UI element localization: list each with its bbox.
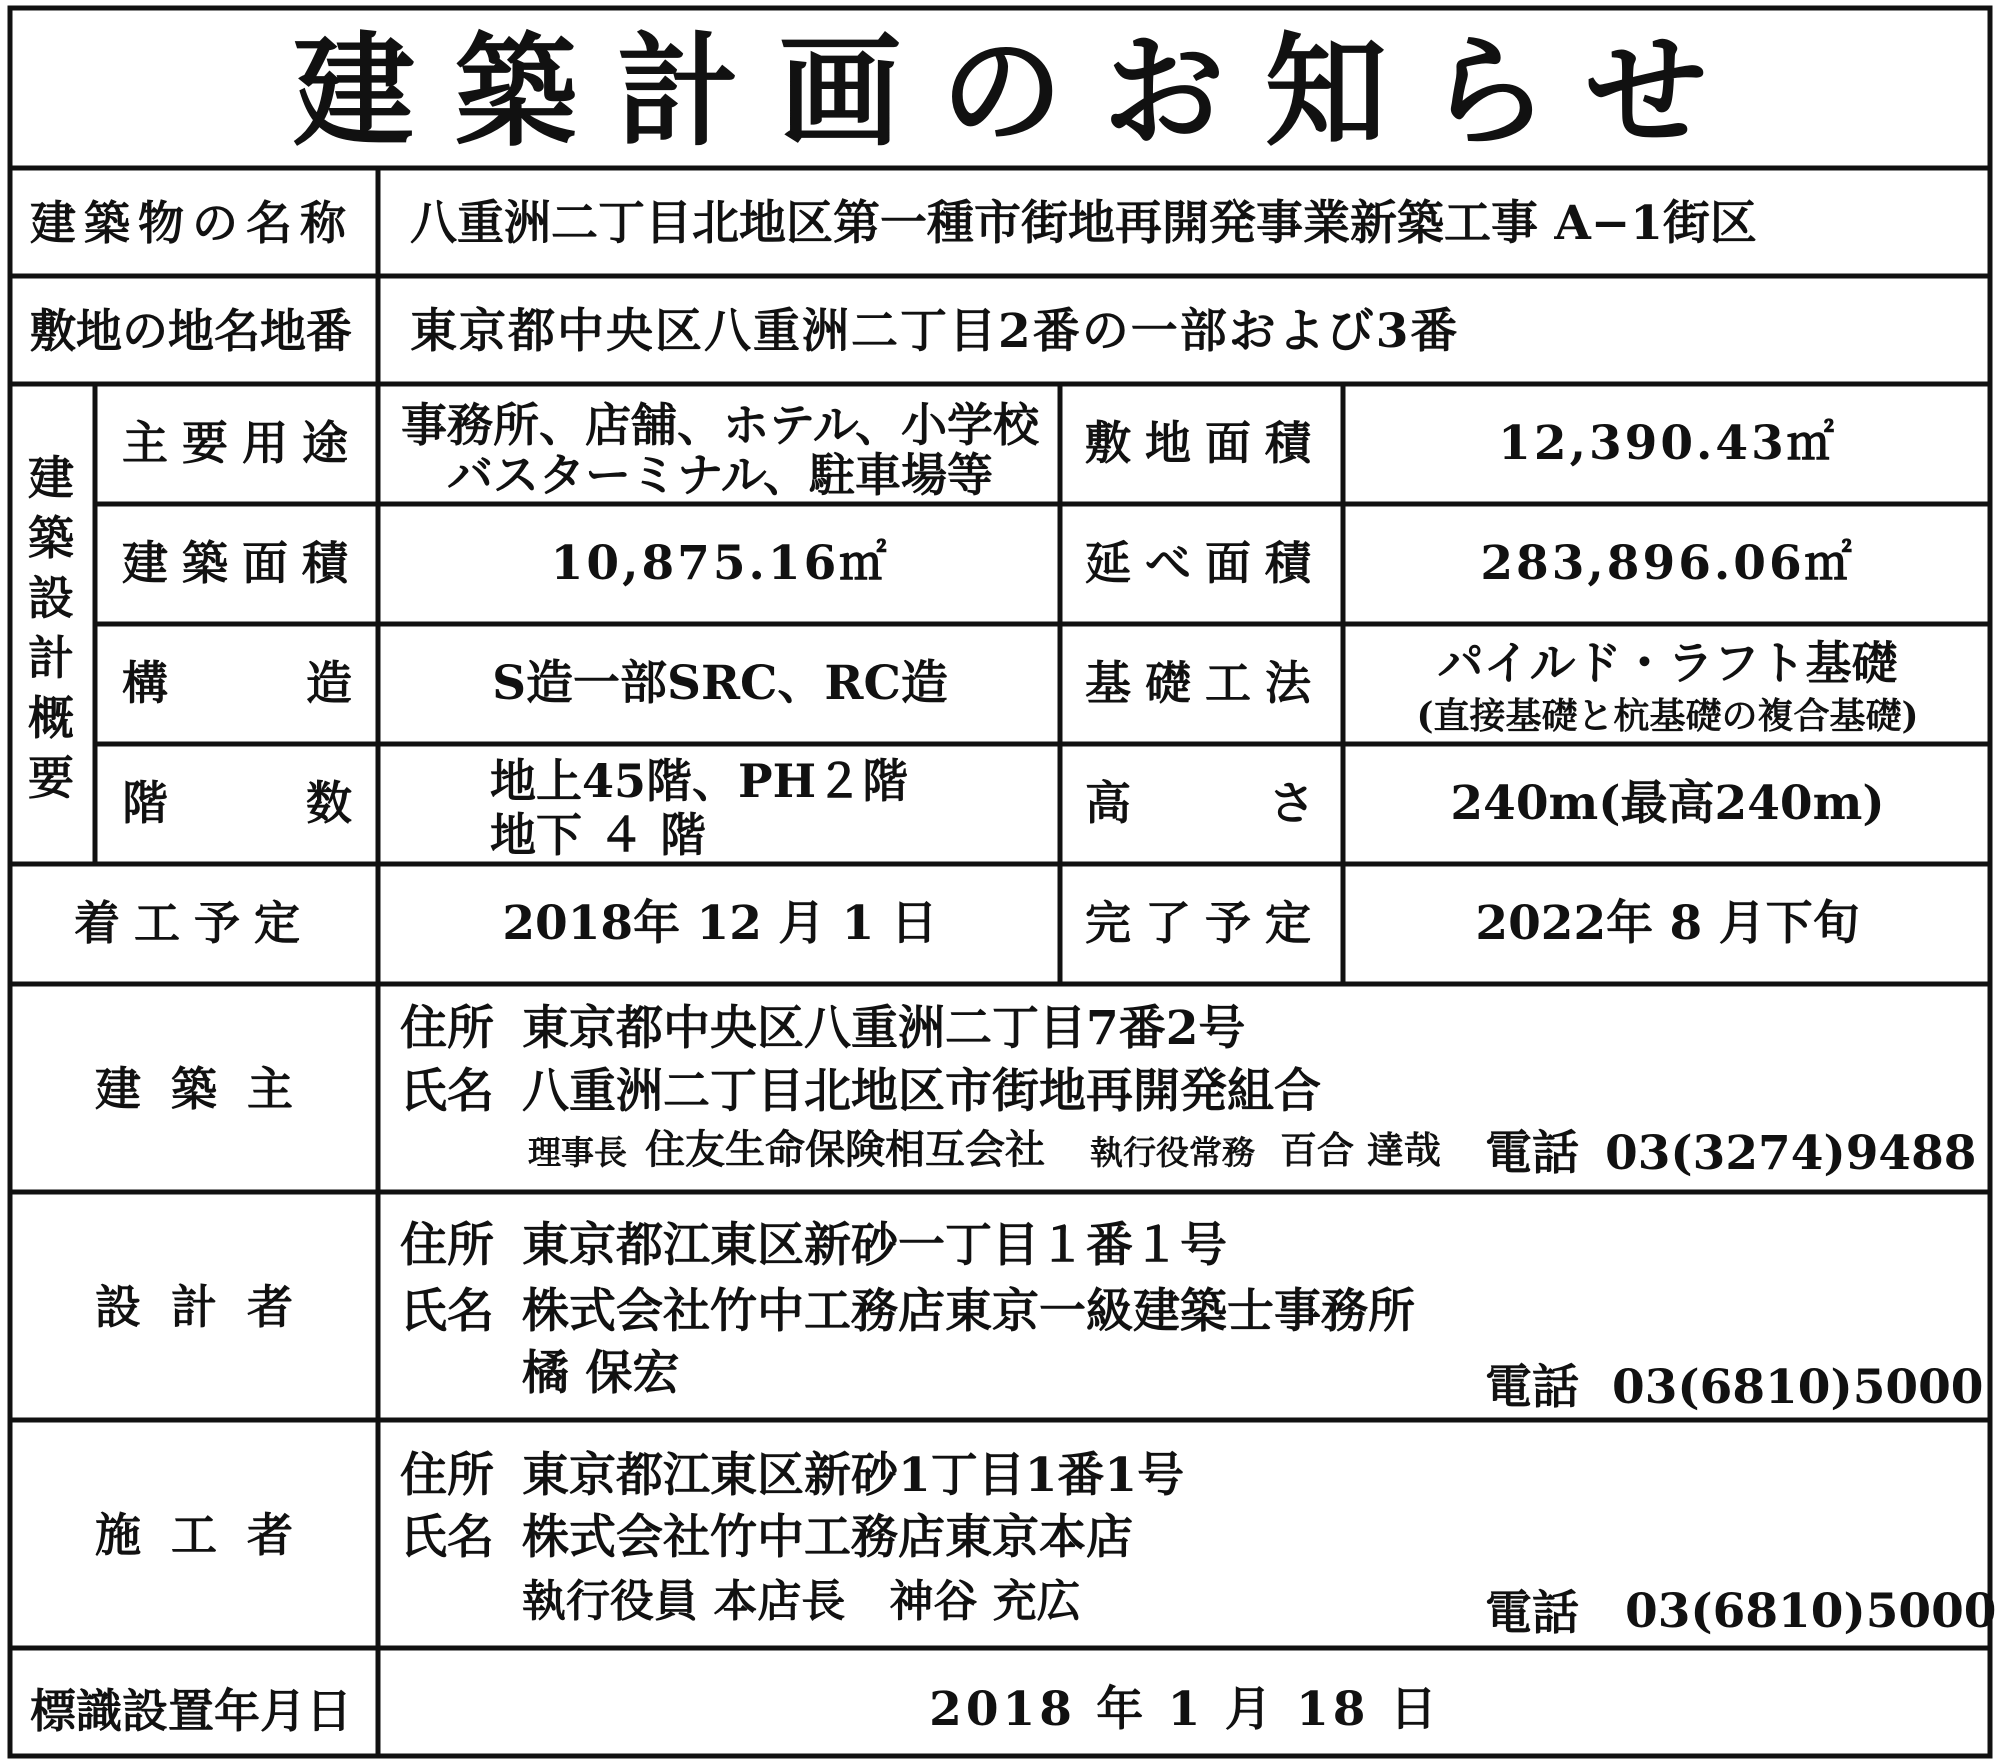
sign-date-label: 標識設置年月日 [30, 1684, 352, 1738]
total-floor-area-label: 延べ面積 [1085, 536, 1325, 590]
owner-tel: 03(3274)9488 [1605, 1126, 1977, 1181]
designer-name: 株式会社竹中工務店東京一級建築士事務所 [522, 1284, 1415, 1339]
start-schedule-value: 2018年 12 月 1 日 [502, 896, 938, 951]
owner-label: 建築主 [95, 1062, 323, 1116]
foundation-label: 基礎工法 [1085, 656, 1325, 710]
owner-rep-company: 住友生命保険相互会社 [645, 1126, 1045, 1173]
contractor-tel-label: 電話 [1485, 1586, 1579, 1641]
height-label: 高さ [1085, 776, 1315, 830]
designer-address: 東京都江東区新砂一丁目１番１号 [522, 1218, 1227, 1273]
height-value: 240m(最高240m) [1450, 776, 1885, 831]
foundation-value-line2: (直接基礎と杭基礎の複合基礎) [1416, 695, 1919, 737]
foundation-value-line1: パイルド・ラフト基礎 [1437, 636, 1898, 690]
owner-rep-role: 執行役常務 [1090, 1133, 1255, 1172]
contractor-name-label: 氏名 [400, 1510, 494, 1565]
designer-tel: 03(6810)5000 [1612, 1360, 1984, 1415]
owner-name-label: 氏名 [400, 1064, 494, 1119]
structure-value: S造一部SRC、RC造 [492, 656, 948, 711]
building-name-label: 建築物の名称 [30, 196, 354, 250]
owner-rep-title: 理事長 [528, 1133, 627, 1172]
structure-label: 構造 [122, 656, 352, 710]
end-schedule-label: 完了予定 [1085, 896, 1325, 950]
contractor-name: 株式会社竹中工務店東京本店 [522, 1510, 1133, 1565]
contractor-address-label: 住所 [400, 1448, 494, 1503]
site-address-value: 東京都中央区八重洲二丁目2番の一部および3番 [410, 304, 1460, 359]
site-area-value: 12,390.43㎡ [1498, 416, 1837, 471]
designer-tel-label: 電話 [1485, 1360, 1579, 1415]
design-overview-label: 建築設計概要 [28, 451, 74, 805]
contractor-tel: 03(6810)5000 [1625, 1584, 1997, 1639]
end-schedule-value: 2022年 8 月下旬 [1475, 896, 1860, 951]
contractor-address: 東京都江東区新砂1丁目1番1号 [522, 1448, 1185, 1503]
contractor-person: 執行役員 本店長 神谷 充広 [522, 1576, 1081, 1627]
building-area-label: 建築面積 [122, 536, 362, 590]
owner-address: 東京都中央区八重洲二丁目7番2号 [522, 1001, 1246, 1056]
designer-name-label: 氏名 [400, 1284, 494, 1339]
site-address-label: 敷地の地名地番 [30, 304, 352, 358]
owner-tel-label: 電話 [1485, 1126, 1579, 1181]
total-floor-area-value: 283,896.06㎡ [1480, 536, 1855, 591]
owner-rep-name: 百合 達哉 [1280, 1128, 1441, 1172]
sign-date-value: 2018 年 1 月 18 日 [929, 1682, 1441, 1737]
contractor-label: 施工者 [95, 1508, 323, 1562]
owner-address-label: 住所 [400, 1001, 494, 1056]
designer-person: 橘 保宏 [522, 1346, 680, 1401]
main-use-value-line2: バスターミナル、駐車場等 [446, 448, 994, 502]
building-area-value: 10,875.16㎡ [550, 536, 890, 591]
notice-title: 建築計画のお知らせ [292, 19, 1748, 163]
building-name-value: 八重洲二丁目北地区第一種市街地再開発事業新築工事 A−1街区 [410, 196, 1757, 251]
start-schedule-label: 着工予定 [74, 896, 314, 950]
owner-name: 八重洲二丁目北地区市街地再開発組合 [522, 1064, 1321, 1119]
designer-address-label: 住所 [400, 1218, 494, 1273]
main-use-value-line1: 事務所、店舗、ホテル、小学校 [400, 398, 1040, 452]
floors-value-line1: 地上45階、PH２階 [490, 754, 909, 808]
floors-value-line2: 地下 ４ 階 [490, 808, 707, 862]
site-area-label: 敷地面積 [1085, 416, 1325, 470]
main-use-label: 主要用途 [122, 416, 362, 470]
floors-label: 階数 [122, 776, 352, 830]
designer-label: 設計者 [95, 1280, 323, 1334]
